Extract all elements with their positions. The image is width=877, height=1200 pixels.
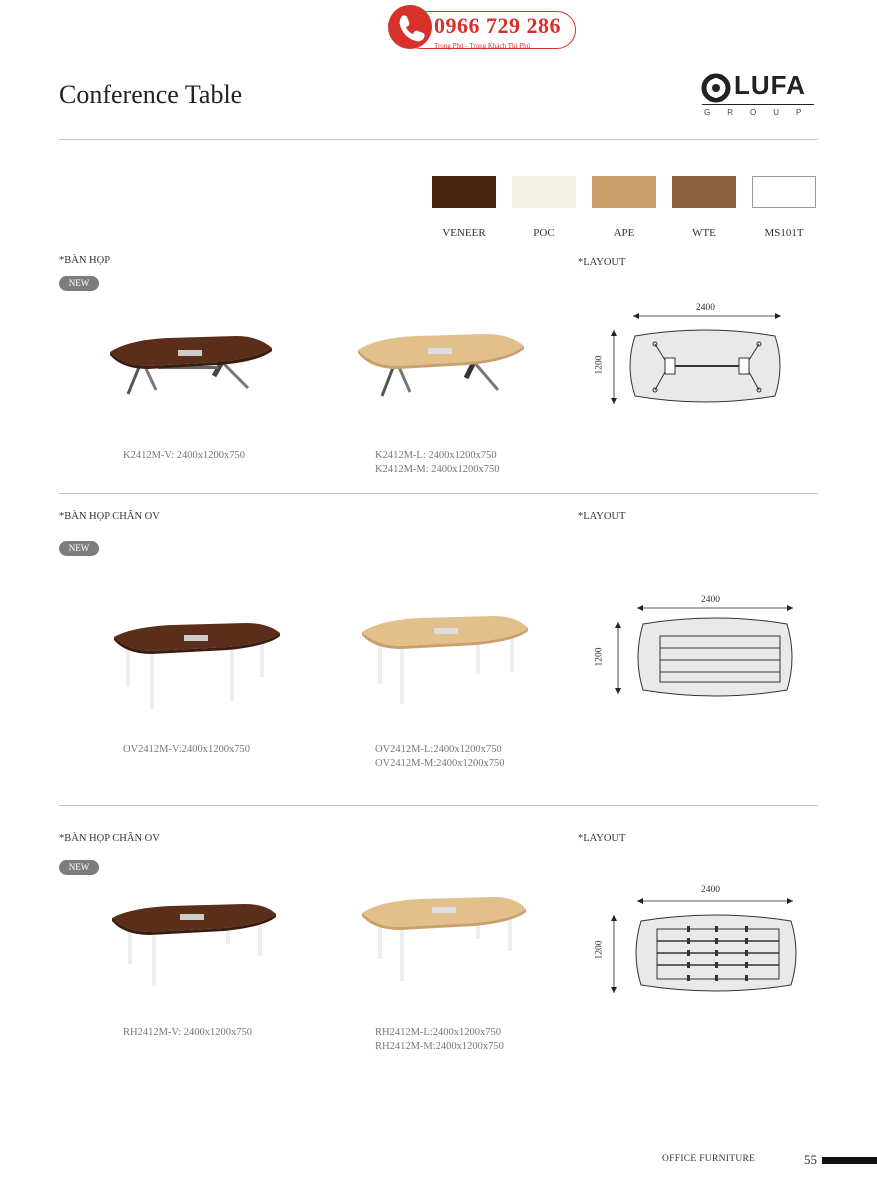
swatch-ms101t[interactable] — [752, 176, 816, 208]
caption-right-line: OV2412M-M:2400x1200x750 — [375, 758, 505, 769]
swatch-label: VENEER — [442, 227, 486, 239]
table-k2412m-v-image[interactable] — [108, 332, 276, 412]
table-ov2412m-v-image[interactable] — [112, 619, 284, 715]
footer-bar — [822, 1157, 877, 1164]
new-badge: NEW — [59, 541, 99, 556]
section-divider — [59, 805, 818, 806]
caption-left-line: K2412M-V: 2400x1200x750 — [123, 450, 246, 461]
page-number: 55 — [804, 1152, 817, 1167]
section-label: *BÀN HỌP CHÂN OV — [59, 833, 160, 844]
layout-diagram-1 — [605, 310, 795, 410]
swatch-wte[interactable] — [672, 176, 736, 208]
caption-right-line: K2412M-L: 2400x1200x750 — [375, 450, 497, 461]
swatch-ape[interactable] — [592, 176, 656, 208]
dimension-width: 2400 — [701, 885, 720, 895]
swatch-label: APE — [613, 227, 635, 239]
section-label: *BÀN HỌP CHÂN OV — [59, 511, 160, 522]
caption-right-line: RH2412M-M:2400x1200x750 — [375, 1041, 504, 1052]
dimension-depth: 1200 — [594, 940, 605, 960]
lufa-logo — [700, 70, 819, 120]
dimension-width: 2400 — [696, 303, 715, 313]
phone-number: 0966 729 286 — [434, 13, 561, 38]
dimension-depth: 1200 — [594, 647, 605, 667]
logo-mark-icon — [700, 72, 734, 104]
header-divider — [59, 139, 818, 140]
layout-diagram-2 — [605, 600, 805, 700]
table-rh2412m-v-image[interactable] — [110, 900, 280, 990]
swatch-label: WTE — [692, 227, 716, 239]
new-badge: NEW — [59, 276, 99, 291]
table-rh2412m-l-image[interactable] — [360, 893, 530, 985]
layout-label: *LAYOUT — [578, 511, 626, 522]
layout-diagram-3 — [605, 893, 805, 998]
slogan: Trọng Phú - Trọng Khách Thì Phú — [434, 42, 531, 50]
table-ov2412m-l-image[interactable] — [360, 612, 532, 708]
phone-icon — [388, 5, 432, 49]
phone-badge[interactable] — [388, 5, 576, 51]
caption-right-line: OV2412M-L:2400x1200x750 — [375, 744, 502, 755]
new-badge: NEW — [59, 860, 99, 875]
caption-left-line: RH2412M-V: 2400x1200x750 — [123, 1027, 253, 1038]
page-title: Conference Table — [59, 80, 243, 109]
dimension-depth: 1200 — [594, 355, 605, 375]
logo-sub: GROUP — [704, 108, 819, 117]
swatch-veneer[interactable] — [432, 176, 496, 208]
section-label: *BÀN HỌP — [59, 255, 111, 266]
swatch-poc[interactable] — [512, 176, 576, 208]
caption-left-line: OV2412M-V:2400x1200x750 — [123, 744, 250, 755]
logo-underline — [702, 104, 814, 105]
layout-label: *LAYOUT — [578, 833, 626, 844]
footer-label: OFFICE FURNITURE — [662, 1154, 756, 1164]
swatch-label: MS101T — [764, 227, 804, 239]
layout-label: *LAYOUT — [578, 257, 626, 268]
dimension-width: 2400 — [701, 595, 720, 605]
logo-word: LUFA — [734, 70, 806, 100]
section-divider — [59, 493, 818, 494]
caption-right-line: K2412M-M: 2400x1200x750 — [375, 464, 500, 475]
swatch-label: POC — [533, 227, 555, 239]
table-k2412m-l-image[interactable] — [356, 330, 528, 414]
caption-right-line: RH2412M-L:2400x1200x750 — [375, 1027, 501, 1038]
